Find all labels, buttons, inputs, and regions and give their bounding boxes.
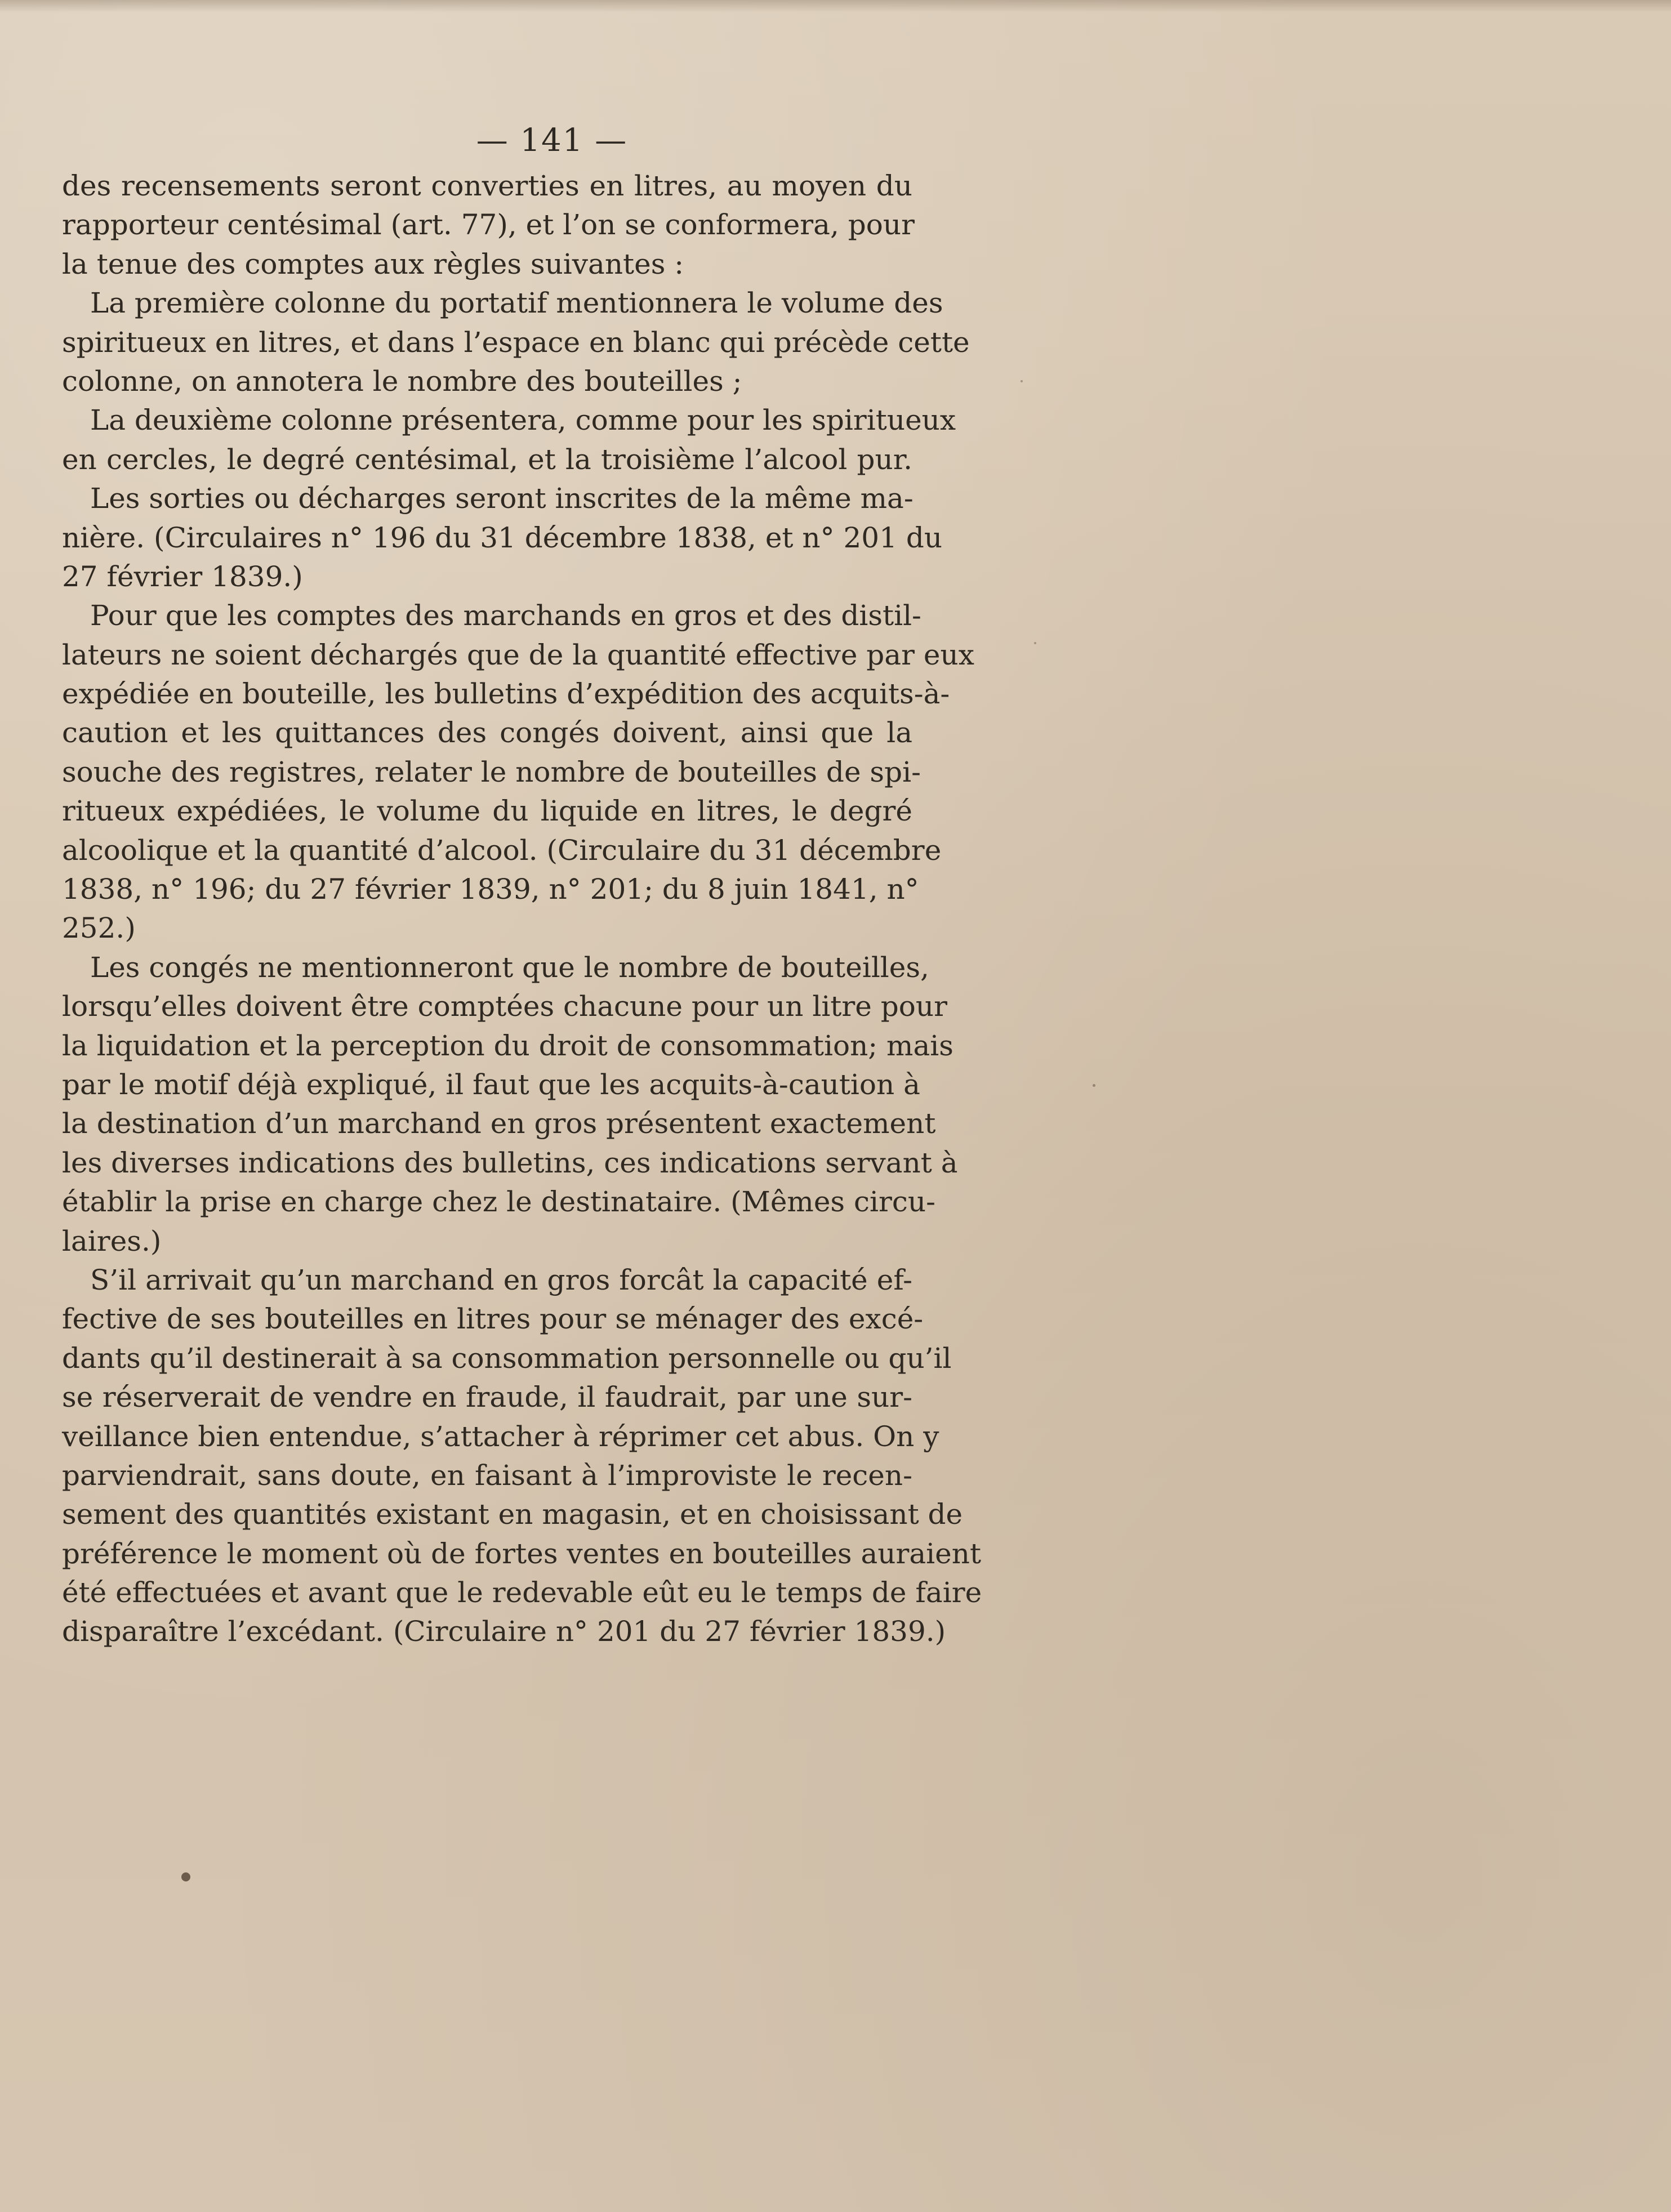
- text-line: Les sorties ou décharges seront inscrites de la même ma-: [90, 482, 914, 515]
- text-line: Pour que les comptes des marchands en gros et des distil-: [90, 599, 921, 632]
- text-line: la destination d’un marchand en gros présentent exactement: [62, 1107, 936, 1140]
- paper-speck: [181, 1872, 190, 1881]
- text-line: en cercles, le degré centésimal, et la troisième l’alcool pur.: [62, 443, 912, 476]
- text-line: la tenue des comptes aux règles suivantes :: [62, 247, 684, 280]
- text-line: préférence le moment où de fortes ventes en bouteilles auraient: [62, 1537, 982, 1570]
- paper-speck: [1093, 1084, 1095, 1087]
- text-line: fective de ses bouteilles en litres pour se ménager des excé-: [62, 1303, 924, 1336]
- text-line: par le motif déjà expliqué, il faut que les acquits-à-caution à: [62, 1068, 920, 1101]
- text-line: dants qu’il destinerait à sa consommation personnelle ou qu’il: [62, 1341, 952, 1375]
- text-line: nière. (Circulaires n° 196 du 31 décembre 1838, et n° 201 du: [62, 521, 943, 554]
- text-line: 27 février 1839.): [62, 560, 303, 593]
- text-line: parviendrait, sans doute, en faisant à l’improviste le recen-: [62, 1459, 912, 1492]
- text-line: des recensements seront converties en litres, au moyen du: [62, 170, 912, 202]
- text-line: les diverses indications des bulletins, ces indications servant à: [62, 1146, 958, 1179]
- text-line: rapporteur centésimal (art. 77), et l’on se conformera, pour: [62, 208, 915, 242]
- text-line: 1838, n° 196; du 27 février 1839, n° 201; du 8 juin 1841, n°: [62, 873, 919, 906]
- text-line: alcoolique et la quantité d’alcool. (Circulaire du 31 décembre: [62, 833, 942, 867]
- page-edge-shadow: [0, 0, 1671, 12]
- text-line: Les congés ne mentionneront que le nombre de bouteilles,: [90, 951, 929, 984]
- text-line: disparaître l’excédant. (Circulaire n° 201 du 27 février 1839.): [62, 1615, 946, 1648]
- text-line: 252.): [62, 912, 136, 945]
- page-number: — 141 —: [476, 122, 628, 159]
- text-line: se réserverait de vendre en fraude, il faudrait, par une sur-: [62, 1381, 912, 1414]
- text-line: la liquidation et la perception du droit de consommation; mais: [62, 1029, 953, 1062]
- paper-speck: [1034, 642, 1036, 644]
- text-line: La première colonne du portatif mentionnera le volume des: [90, 287, 943, 320]
- text-line: laires.): [62, 1224, 162, 1257]
- text-line: spiritueux en litres, et dans l’espace en blanc qui précède cette: [62, 325, 970, 359]
- body-text: [62, 167, 982, 1652]
- text-line: ritueux expédiées, le volume du liquide en litres, le degré: [62, 795, 912, 828]
- text-line: lateurs ne soient déchargés que de la quantité effective par eux: [62, 638, 974, 671]
- text-line: La deuxième colonne présentera, comme pour les spiritueux: [90, 404, 956, 437]
- text-line: sement des quantités existant en magasin, et en choisissant de: [62, 1498, 963, 1531]
- text-line: veillance bien entendue, s’attacher à réprimer cet abus. On y: [62, 1420, 939, 1453]
- text-line: S’il arrivait qu’un marchand en gros forcât la capacité ef-: [90, 1263, 912, 1296]
- text-line: été effectuées et avant que le redevable eût eu le temps de faire: [62, 1576, 982, 1609]
- text-line: souche des registres, relater le nombre de bouteilles de spi-: [62, 755, 921, 788]
- text-line: établir la prise en charge chez le destinataire. (Mêmes circu-: [62, 1185, 935, 1219]
- paper-speck: [1021, 380, 1023, 382]
- text-line: caution et les quittances des congés doivent, ainsi que la: [62, 716, 912, 750]
- text-line: lorsqu’elles doivent être comptées chacune pour un litre pour: [62, 990, 947, 1023]
- text-line: colonne, on annotera le nombre des bouteilles ;: [62, 364, 742, 398]
- text-line: expédiée en bouteille, les bulletins d’expédition des acquits-à-: [62, 677, 950, 711]
